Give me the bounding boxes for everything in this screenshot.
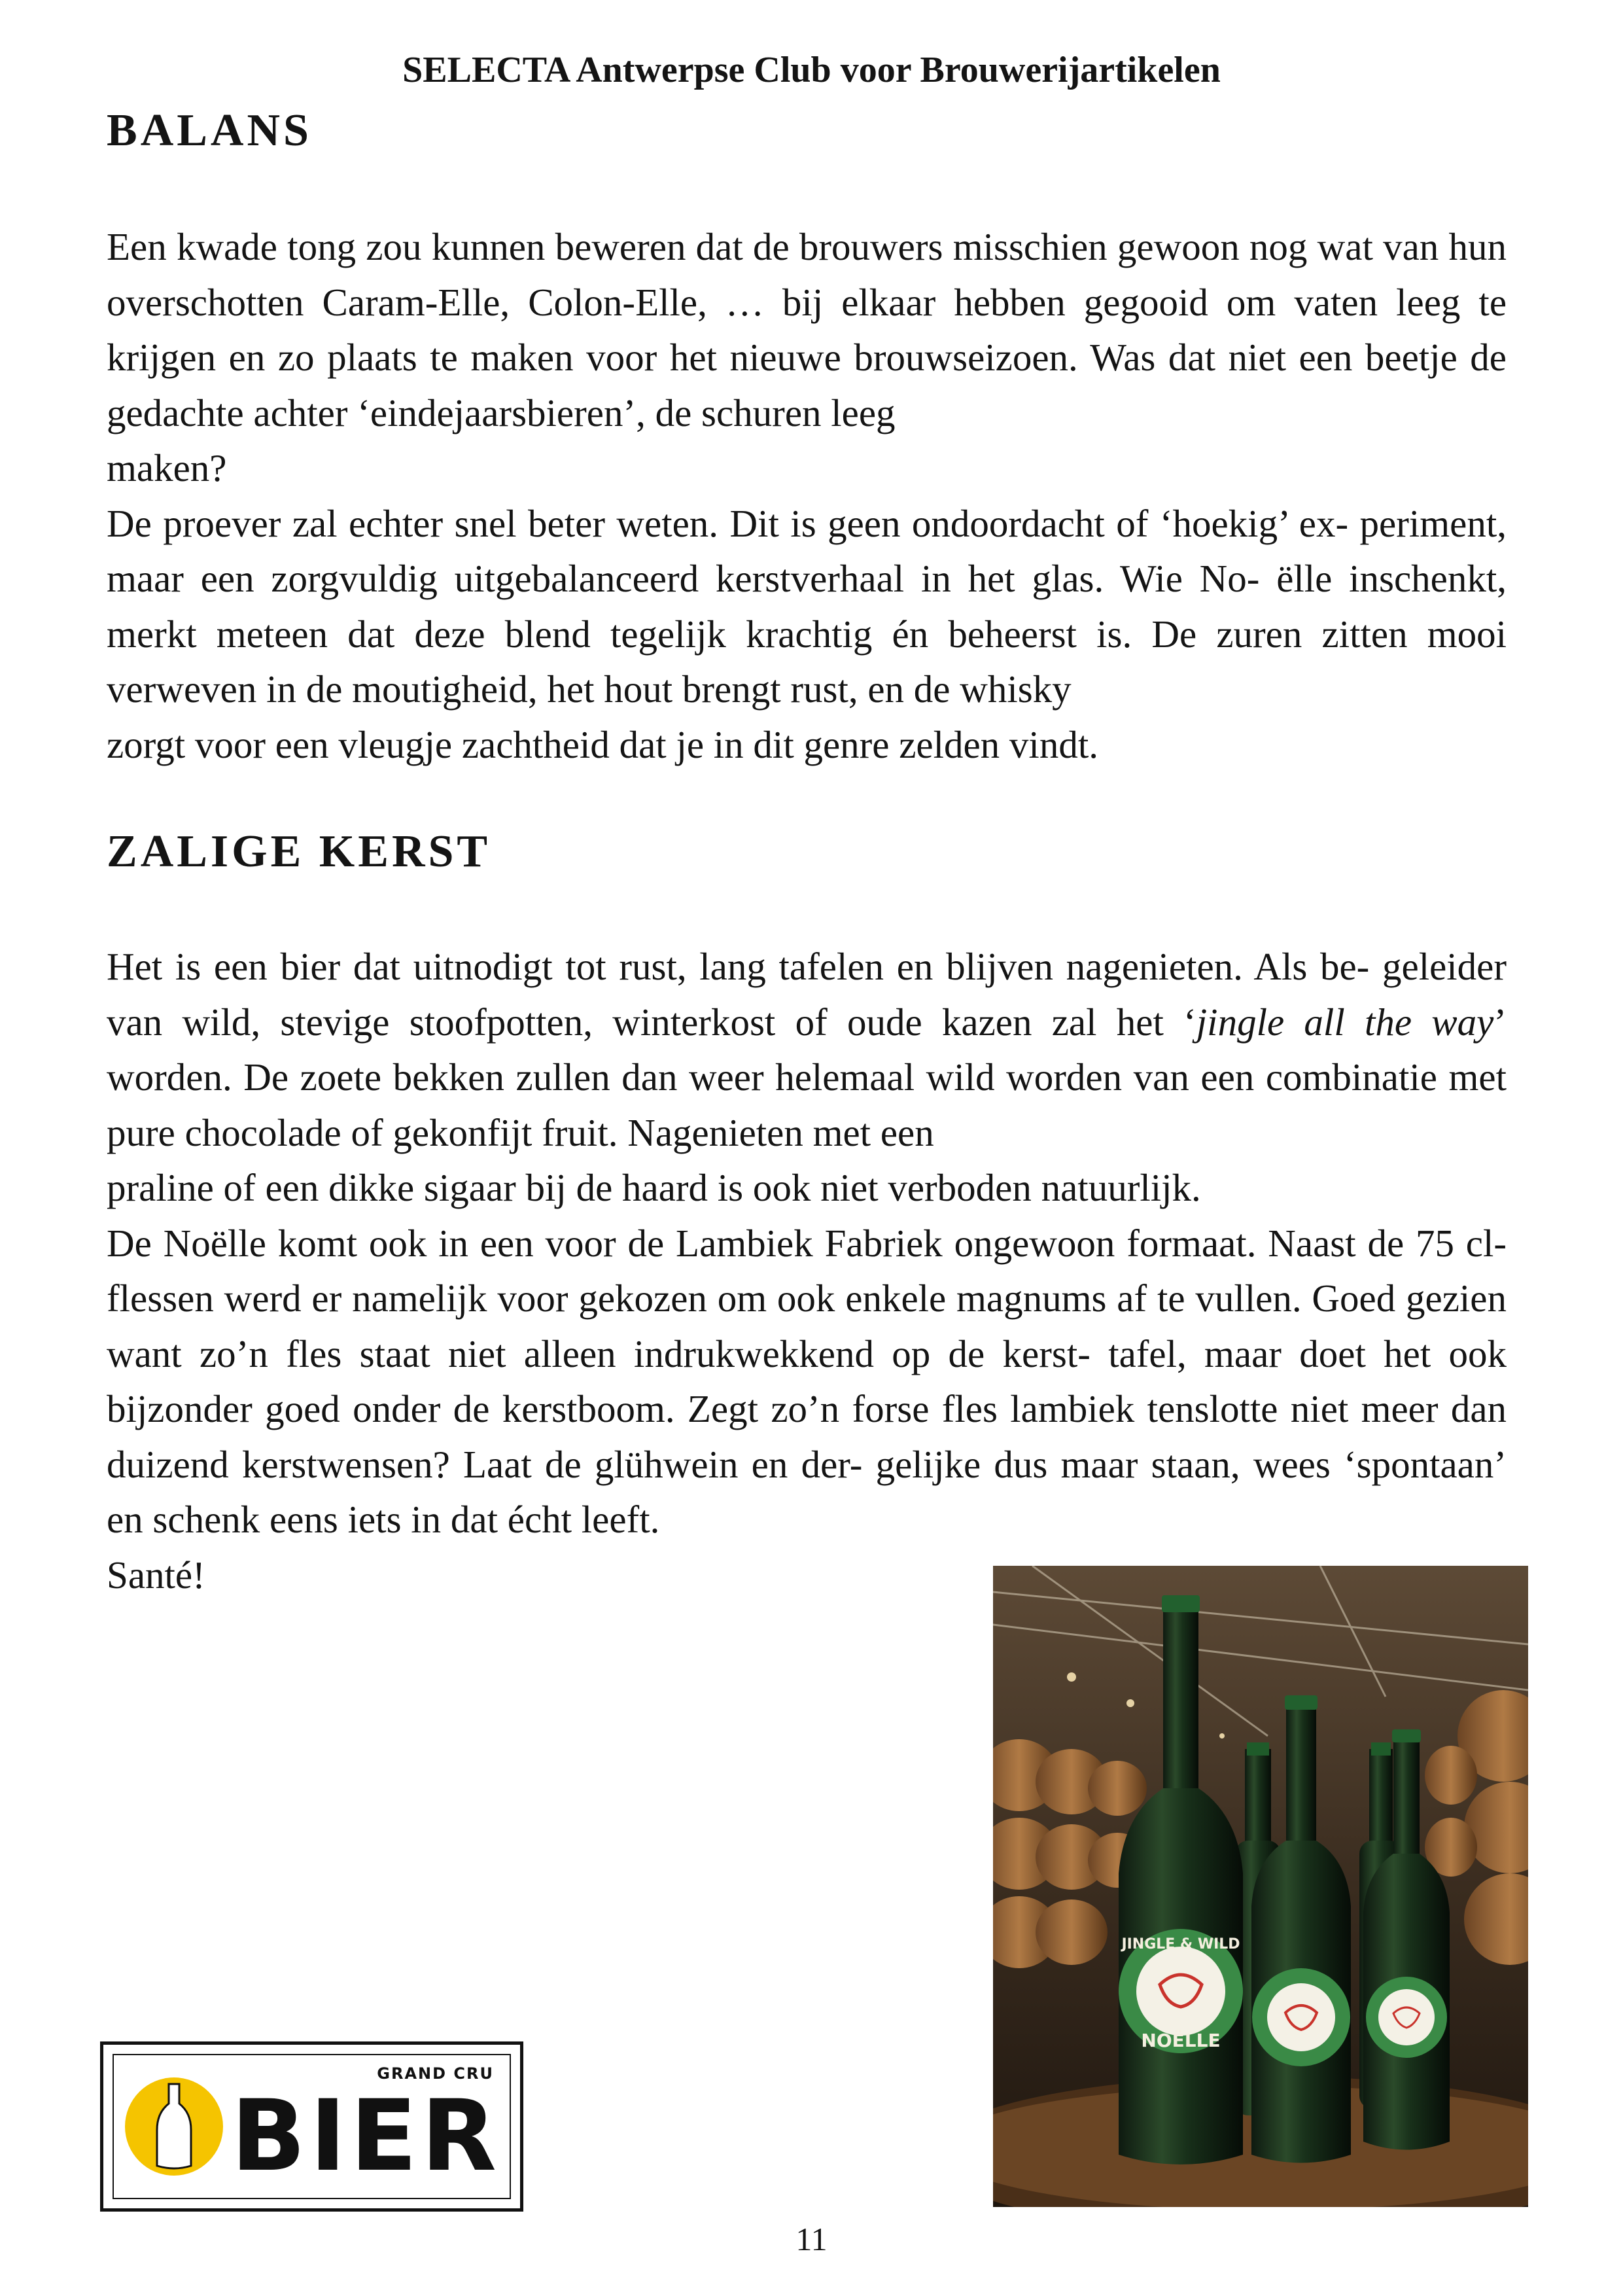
text-line: Een kwade tong zou kunnen beweren dat de brouwers misschien gewoon nog [107, 225, 1308, 268]
text-line: De Noëlle komt ook in een voor de Lambiek Fabriek ongewoon formaat. Naast [107, 1221, 1356, 1265]
paragraph-end: praline of een dikke sigaar bij de haard is ook niet verboden natuurlijk. [107, 1166, 1201, 1209]
bottle-icon [122, 2071, 226, 2182]
paragraph [107, 1216, 1507, 1547]
paragraph-end: zorgt voor een vleugje zachtheid dat je in dit genre zelden vindt. [107, 722, 1098, 766]
paragraph [107, 939, 1507, 1160]
text-line: gelijke dus maar staan, wees ‘spontaan’ en schenk eens iets in dat écht leeft. [107, 1442, 1507, 1541]
beer-bottles-photo [993, 1566, 1528, 2207]
bottle-label-line1: JINGLE & WILD [1121, 1936, 1240, 1952]
text-line: Was dat niet een beetje de gedachte achter ‘eindejaarsbieren’, de schuren leeg [107, 336, 1507, 434]
logo-word: BIER [231, 2079, 501, 2193]
italic-text: jingle [1196, 1000, 1285, 1044]
page-number: 11 [795, 2221, 828, 2257]
section-body-zalige-kerst [107, 939, 1507, 1602]
grand-cru-bier-logo [100, 2041, 523, 2212]
text-line: de 75 cl-flessen werd er namelijk voor gekozen om ook enkele magnums af te [107, 1221, 1507, 1320]
text-line: Het is een bier dat uitnodigt tot rust, lang tafelen en blijven nagenieten. Als be- [107, 945, 1370, 988]
text-line: De proever zal echter snel beter weten. Dit is geen ondoordacht of ‘hoekig’ ex- [107, 501, 1349, 545]
text-line: vullen. Goed gezien want zo’n fles staat niet alleen indrukwekkend op de kerst- [107, 1277, 1507, 1375]
text-line: ëlle inschenkt, merkt meteen dat deze blend tegelijk krachtig én beheerst is. De [107, 557, 1507, 656]
text-line: ’ worden. De zoete bekken zullen dan weer helemaal wild worden [107, 1000, 1507, 1099]
text-line: tafel, maar doet het ook bijzonder goed onder de kerstboom. Zegt zo’n forse fles [107, 1332, 1507, 1430]
beer-bottles-illustration [993, 1566, 1528, 2207]
paragraph-end: Santé! [107, 1553, 205, 1597]
text-line: wat van hun overschotten Caram-Elle, Colon-Elle, … bij elkaar hebben gegooid [107, 225, 1507, 324]
running-header: SELECTA Antwerpse Club voor Brouwerijartikelen [402, 50, 1221, 90]
logo-subtitle: GRAND CRU [377, 2064, 494, 2083]
section-heading-balans: BALANS [107, 105, 312, 156]
text-line: geleider van wild, stevige stoofpotten, winterkost of oude kazen zal het ‘ [107, 945, 1507, 1044]
paragraph-end: maken? [107, 446, 227, 489]
text-line: van een combinatie met pure chocolade of gekonfijt fruit. Nagenieten met een [107, 1055, 1507, 1154]
text-line: lambiek tenslotte niet meer dan duizend kerstwensen? Laat de glühwein en der- [107, 1387, 1507, 1486]
italic-text: all the way [1304, 1000, 1494, 1044]
bottle-label-line2: NOËLLE [1141, 2030, 1221, 2051]
section-body-balans [107, 219, 1507, 772]
section-heading-zalige-kerst: ZALIGE KERST [107, 826, 491, 877]
text-line: om vaten leeg te krijgen en zo plaats te maken voor het nieuwe brouwseizoen. [107, 280, 1507, 379]
paragraph [107, 496, 1507, 717]
text-line: periment, maar een zorgvuldig uitgebalanceerd kerstverhaal in het glas. Wie No- [107, 501, 1507, 600]
paragraph [107, 219, 1507, 440]
text-line: zuren zitten mooi verweven in de moutigheid, het hout brengt rust, en de whisky [107, 612, 1507, 711]
